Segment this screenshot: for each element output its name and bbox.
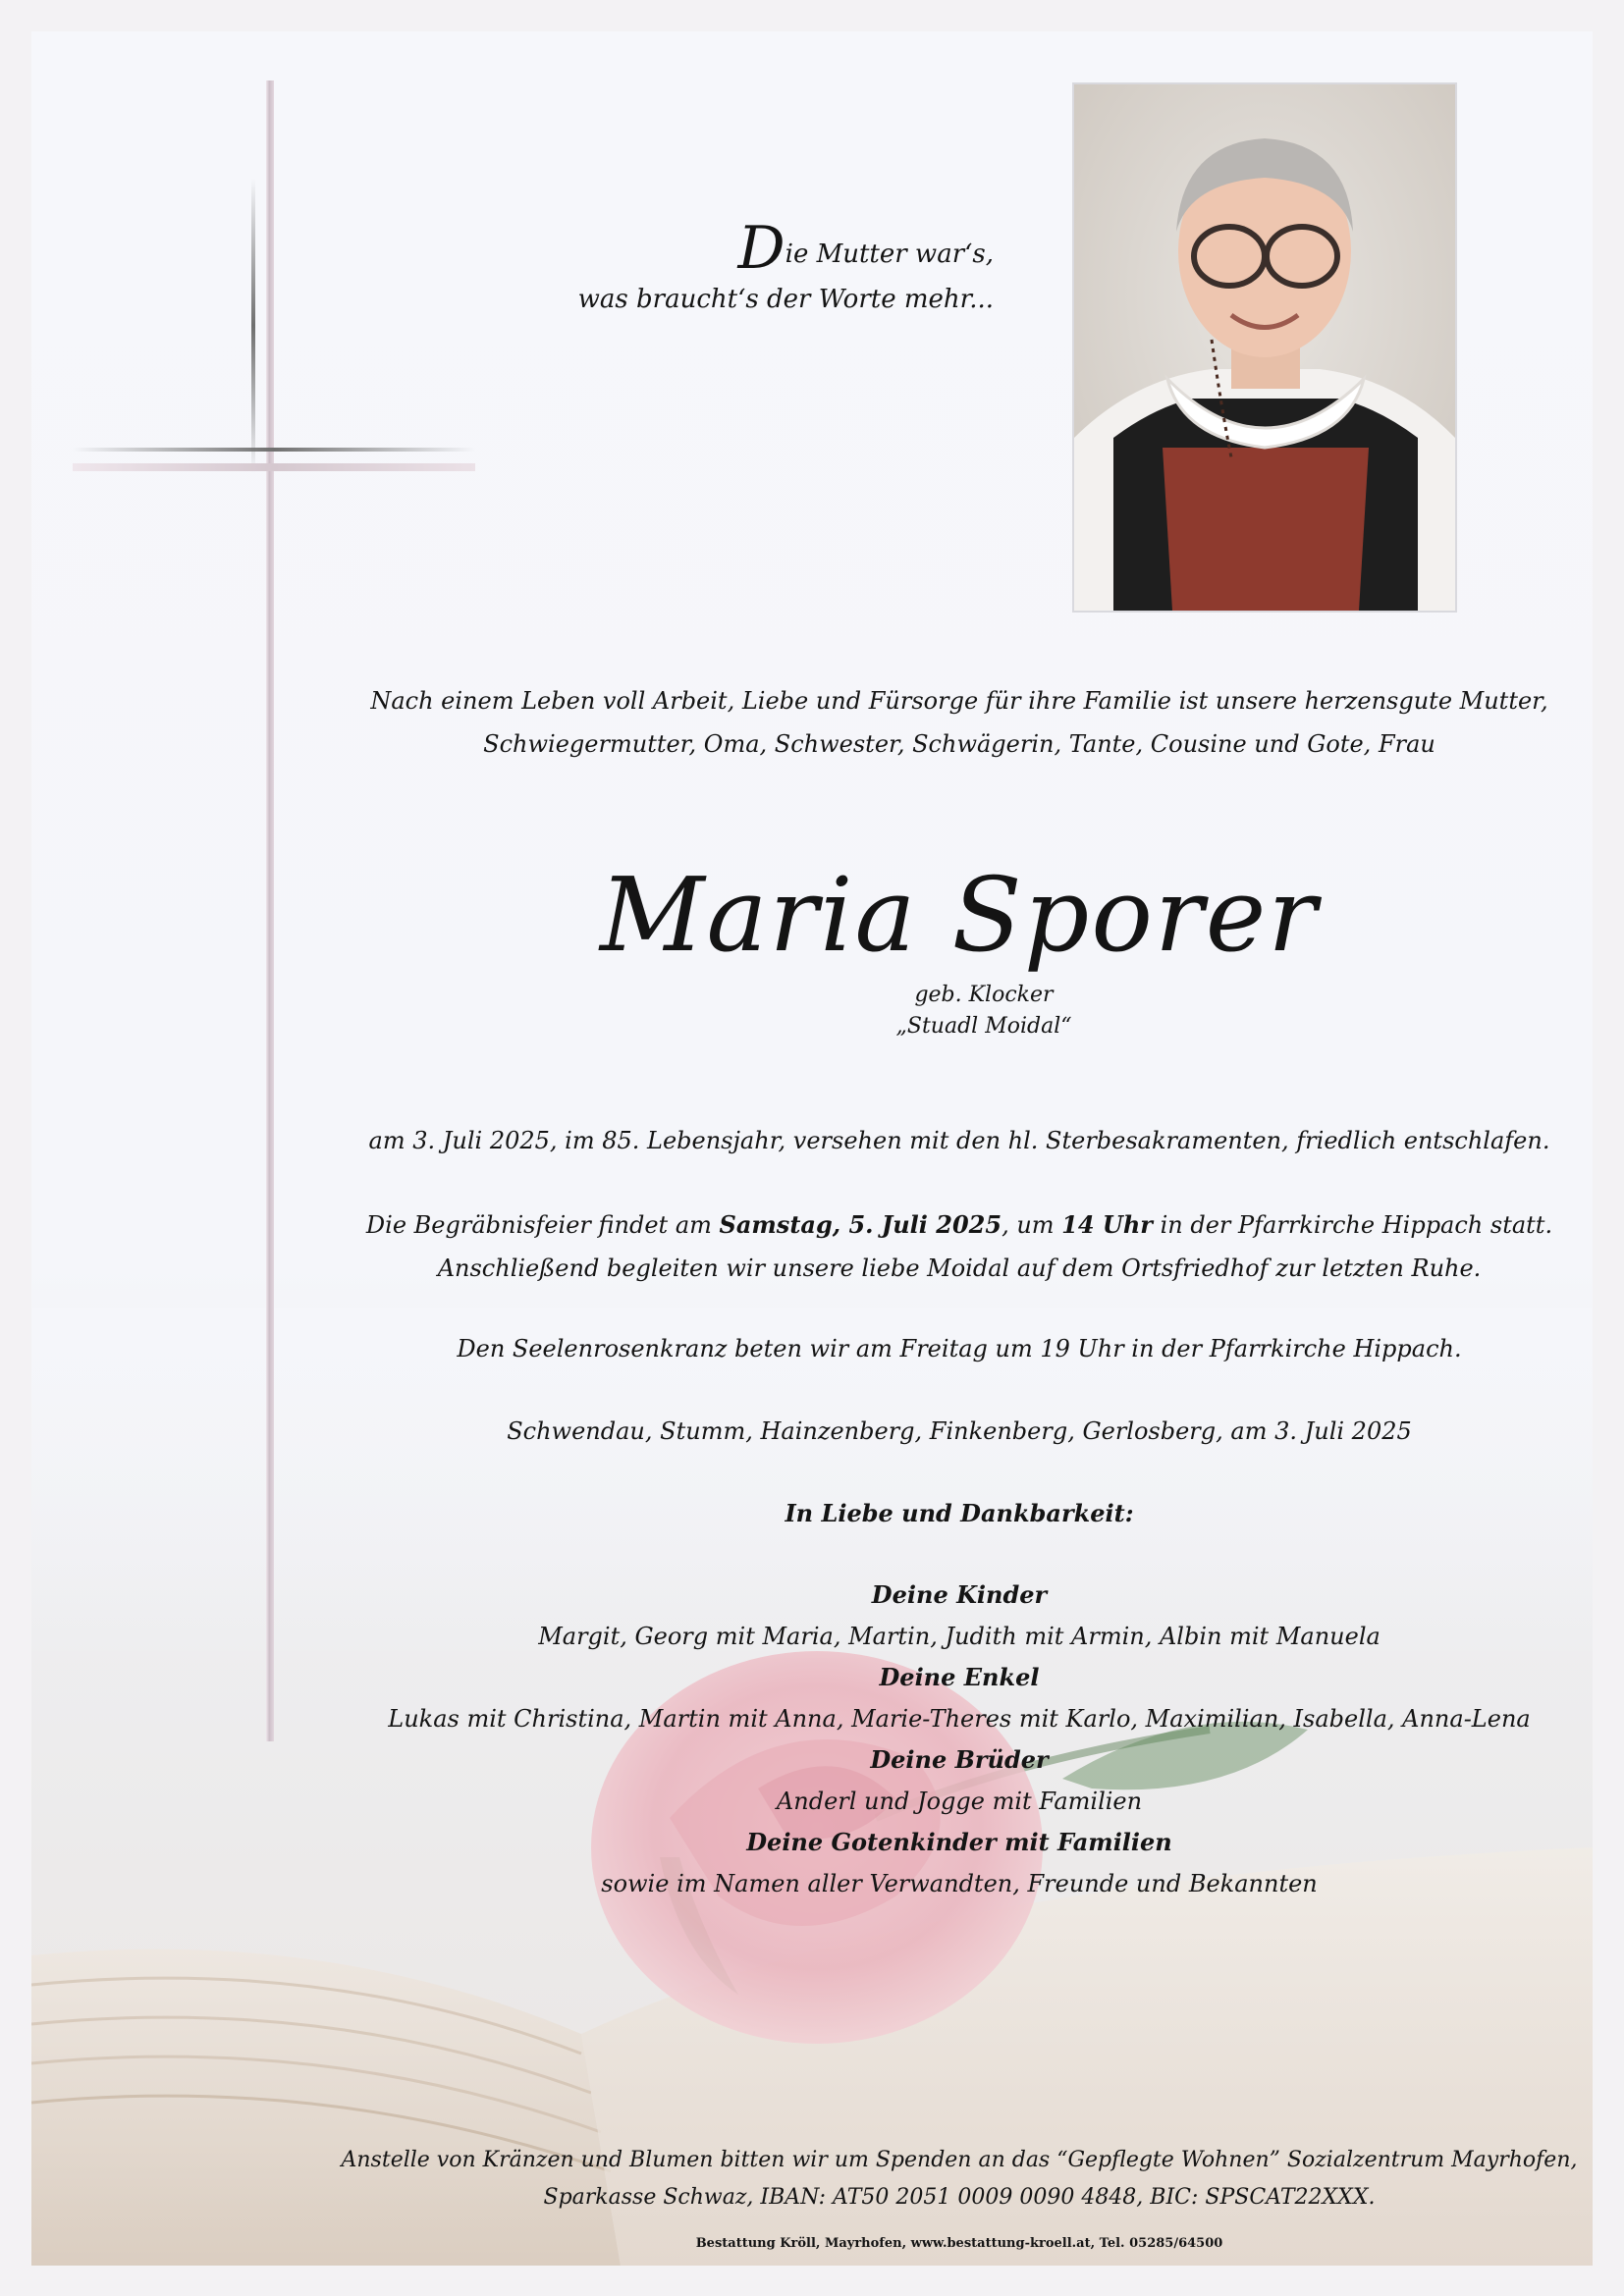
birth-info xyxy=(837,980,1131,1042)
brothers-names: Anderl und Jogge mit Familien xyxy=(776,1788,1143,1815)
brothers-title: Deine Brüder xyxy=(870,1745,1049,1774)
obituary-card xyxy=(31,31,1593,2266)
funeral-mid: , um xyxy=(1001,1211,1062,1239)
funeral-post: in der Pfarrkirche Hippach statt. xyxy=(1152,1211,1553,1239)
intro-line2: Schwiegermutter, Oma, Schwester, Schwägerin, Tante, Cousine und Gote, Frau xyxy=(483,730,1435,758)
motto xyxy=(542,214,994,322)
children-title: Deine Kinder xyxy=(871,1580,1048,1609)
place-date: Schwendau, Stumm, Hainzenberg, Finkenberg, Gerlosberg, am 3. Juli 2025 xyxy=(507,1417,1412,1445)
donation-line2: Sparkasse Schwaz, IBAN: AT50 2051 0009 0090 4848, BIC: SPSCAT22XXX. xyxy=(543,2185,1376,2210)
donation-line1: Anstelle von Kränzen und Blumen bitten wir um Spenden an das “Gepflegte Wohnen” Sozialzentrum Mayrhofen, xyxy=(341,2148,1578,2172)
funeral-home-footer: Bestattung Kröll, Mayrhofen, www.bestattung-kroell.at, Tel. 05285/64500 xyxy=(695,2236,1223,2251)
cross-vertical-bar xyxy=(266,80,274,1741)
funeral-line2: Anschließend begleiten wir unsere liebe Moidal auf dem Ortsfriedhof zur letzten Ruhe. xyxy=(437,1255,1482,1282)
portrait-photo xyxy=(1072,82,1457,613)
nickname: „Stuadl Moidal“ xyxy=(895,1014,1072,1039)
relatives-line: sowie im Namen aller Verwandten, Freunde und Bekannten xyxy=(601,1870,1318,1897)
intro-line1: Nach einem Leben voll Arbeit, Liebe und Fürsorge für ihre Familie ist unsere herzensgute Mutter, xyxy=(370,687,1548,715)
deceased-name: Maria Sporer xyxy=(600,855,1319,975)
motto-initial: D xyxy=(737,214,785,283)
birth-name: geb. Klocker xyxy=(914,983,1054,1007)
godchildren-title: Deine Gotenkinder mit Familien xyxy=(746,1828,1172,1856)
cross-horizontal-bar xyxy=(73,463,475,471)
funeral-time: 14 Uhr xyxy=(1061,1210,1153,1239)
motto-line1: ie Mutter war‘s, xyxy=(785,240,994,269)
cross-horizontal-shadow xyxy=(73,448,475,452)
cross-shadow-bar xyxy=(251,179,255,473)
rosary-info: Den Seelenrosenkranz beten wir am Freitag um 19 Uhr in der Pfarrkirche Hippach. xyxy=(457,1335,1462,1362)
funeral-pre: Die Begräbnisfeier findet am xyxy=(365,1211,720,1239)
family-list xyxy=(326,1575,1593,1904)
gratitude-heading: In Liebe und Dankbarkeit: xyxy=(785,1499,1134,1527)
grandchildren-title: Deine Enkel xyxy=(879,1663,1040,1691)
motto-line2: was braucht‘s der Worte mehr... xyxy=(577,285,994,314)
death-notice: am 3. Juli 2025, im 85. Lebensjahr, versehen mit den hl. Sterbesakramenten, friedlich entschlafen. xyxy=(368,1127,1550,1154)
donation-request xyxy=(326,2142,1593,2216)
grandchildren-names: Lukas mit Christina, Martin mit Anna, Marie-Theres mit Karlo, Maximilian, Isabella, Anna-Lena xyxy=(388,1705,1531,1733)
funeral-date: Samstag, 5. Juli 2025 xyxy=(719,1210,1002,1239)
funeral-info xyxy=(326,1203,1593,1290)
children-names: Margit, Georg mit Maria, Martin, Judith mit Armin, Albin mit Manuela xyxy=(538,1623,1380,1650)
intro-text xyxy=(326,679,1593,766)
